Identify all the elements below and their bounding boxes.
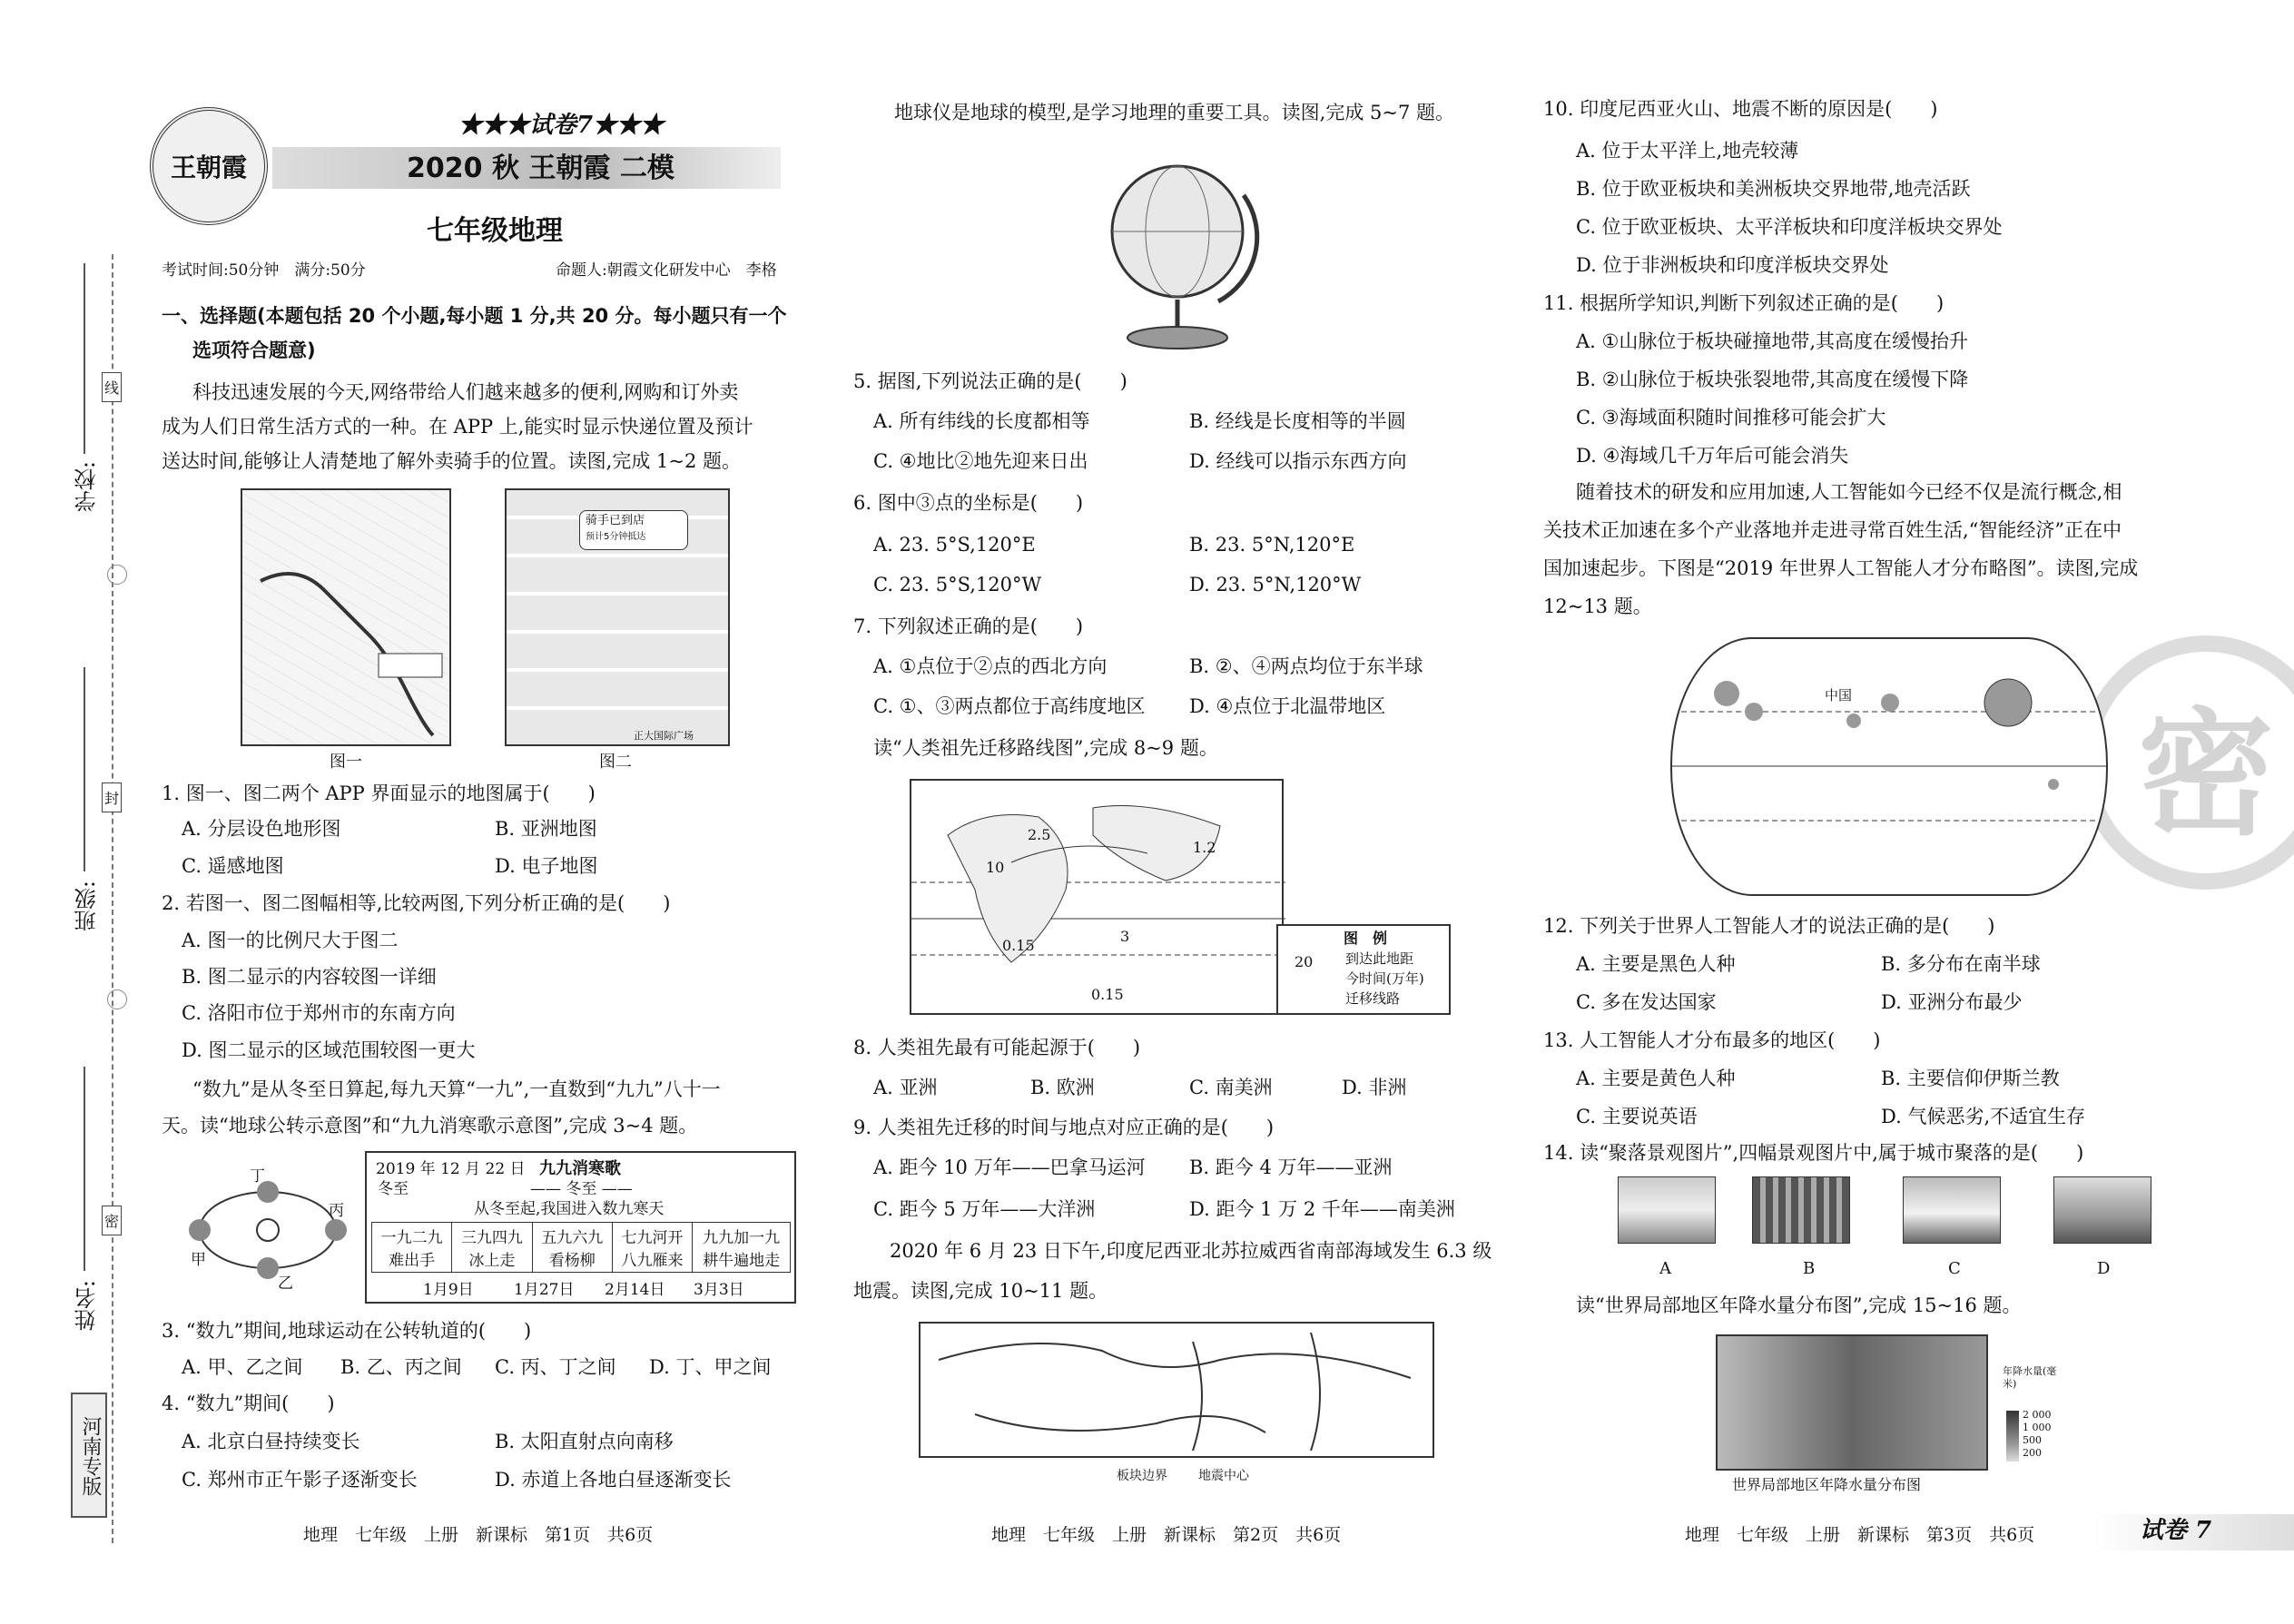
q7-option-d[interactable]: D. ④点位于北温带地区	[1189, 695, 1386, 717]
region-badge: 河南专版	[71, 1393, 107, 1518]
rain-legend-item: 200	[2023, 1447, 2042, 1459]
settlement-photo-a	[1618, 1176, 1716, 1244]
plate-map	[919, 1322, 1434, 1458]
footer-badge	[2092, 1514, 2294, 1550]
q13-option-b[interactable]: B. 主要信仰伊斯兰教	[1881, 1068, 2060, 1089]
q11-option-b[interactable]: B. ②山脉位于板块张裂地带,其高度在缓慢下降	[1576, 369, 1969, 390]
settlement-photo-b	[1752, 1176, 1850, 1244]
migration-legend	[1276, 924, 1451, 1015]
orbit-label-bing: 丙	[329, 1202, 344, 1220]
q12-option-d[interactable]: D. 亚洲分布最少	[1881, 991, 2023, 1013]
rainfall-map	[1716, 1334, 1988, 1471]
song-table	[371, 1222, 791, 1273]
q10-option-d[interactable]: D. 位于非洲板块和印度洋板块交界处	[1576, 254, 1889, 276]
song-date-4: 3月3日	[694, 1281, 744, 1299]
song-cell: 七九河开	[621, 1229, 684, 1247]
q12-option-c[interactable]: C. 多在发达国家	[1576, 991, 1717, 1013]
map-label: 2.5	[1028, 826, 1051, 843]
q5-option-a[interactable]: A. 所有纬线的长度都相等	[873, 410, 1090, 432]
q10-option-c[interactable]: C. 位于欧亚板块、太平洋板块和印度洋板块交界处	[1576, 216, 2003, 238]
rider-status-popup	[579, 510, 688, 550]
seal-dense-mark: 密	[102, 1206, 122, 1235]
q9-option-a[interactable]: A. 距今 10 万年——巴拿马运河	[873, 1156, 1146, 1178]
passage-line: 科技迅速发展的今天,网络带给人们越来越多的便利,网购和订外卖	[192, 381, 739, 403]
rainfall-caption: 世界局部地区年降水量分布图	[1732, 1476, 1922, 1493]
q10-option-b[interactable]: B. 位于欧亚板块和美洲板块交界地带,地壳活跃	[1576, 178, 1971, 200]
class-field[interactable]	[84, 667, 85, 871]
globe-figure	[1100, 145, 1264, 354]
passage-line: 12~13 题。	[1543, 595, 1652, 617]
figure-1-map	[241, 488, 451, 746]
section-heading-cont: 选项符合题意)	[192, 340, 316, 361]
name-field[interactable]	[84, 1067, 85, 1271]
question-11: 11. 根据所学知识,判断下列叙述正确的是( )	[1543, 292, 1944, 314]
binding-line	[112, 254, 113, 1543]
legend-text: 今时间(万年)	[1345, 970, 1424, 987]
photo-label-d: D	[2097, 1259, 2111, 1278]
question-13: 13. 人工智能人才分布最多的地区( )	[1543, 1029, 1881, 1051]
q6-option-a[interactable]: A. 23. 5°S,120°E	[873, 534, 1036, 556]
plate-legend-boundary: 板块边界	[1117, 1469, 1167, 1483]
song-cell: 耕牛遍地走	[703, 1252, 781, 1270]
seal-seal-mark: 封	[102, 782, 122, 812]
photo-label-b: B	[1803, 1259, 1816, 1278]
question-1: 1. 图一、图二两个 APP 界面显示的地图属于( )	[162, 782, 596, 804]
q12-option-b[interactable]: B. 多分布在南半球	[1881, 953, 2041, 975]
rain-legend-item: 500	[2023, 1434, 2042, 1446]
passage-line: 地球仪是地球的模型,是学习地理的重要工具。读图,完成 5~7 题。	[894, 102, 1455, 123]
school-label: 学校:	[74, 461, 100, 513]
brand-logo	[150, 107, 268, 225]
q5-option-c[interactable]: C. ④地比②地先迎来日出	[873, 450, 1088, 472]
figure-1-caption: 图一	[330, 753, 362, 772]
passage-line: 天。读“地球公转示意图”和“九九消寒歌示意图”,完成 3~4 题。	[162, 1115, 698, 1137]
class-label: 班级:	[74, 881, 100, 932]
q8-option-d[interactable]: D. 非洲	[1342, 1077, 1407, 1098]
q8-option-a[interactable]: A. 亚洲	[873, 1077, 938, 1098]
q5-option-b[interactable]: B. 经线是长度相等的半圆	[1189, 410, 1406, 432]
nine-nines-chart	[365, 1151, 796, 1304]
song-cell: 看杨柳	[548, 1252, 596, 1270]
watermark-text: 密	[2137, 694, 2274, 854]
rain-legend-item: 2 000	[2023, 1409, 2052, 1421]
song-cell: 九九加一九	[703, 1229, 781, 1247]
route-path	[242, 490, 453, 748]
legend-text: 迁移线路	[1345, 990, 1401, 1007]
plate-legend-quake: 地震中心	[1198, 1469, 1249, 1483]
q8-option-c[interactable]: C. 南美洲	[1189, 1077, 1273, 1098]
passage-line: 读“世界局部地区年降水量分布图”,完成 15~16 题。	[1576, 1294, 2022, 1316]
q7-option-b[interactable]: B. ②、④两点均位于东半球	[1189, 655, 1423, 677]
question-9: 9. 人类祖先迁移的时间与地点对应正确的是( )	[853, 1117, 1275, 1138]
logo-text: 王朝霞	[170, 153, 247, 182]
q11-option-a[interactable]: A. ①山脉位于板块碰撞地带,其高度在缓慢抬升	[1576, 330, 1969, 352]
song-cell: 难出手	[389, 1252, 436, 1270]
binding-hole-icon	[107, 989, 127, 1009]
map-label: 0.15	[1091, 986, 1124, 1003]
passage-line: 送达时间,能够让人清楚地了解外卖骑手的位置。读图,完成 1~2 题。	[162, 450, 742, 472]
q6-option-c[interactable]: C. 23. 5°S,120°W	[873, 574, 1042, 595]
q11-option-d[interactable]: D. ④海域几千万年后可能会消失	[1576, 445, 1849, 467]
q3-option-a[interactable]: A. 甲、乙之间	[182, 1356, 303, 1378]
q6-option-b[interactable]: B. 23. 5°N,120°E	[1189, 534, 1355, 556]
legend-number: 20	[1295, 953, 1314, 970]
q1-option-c[interactable]: C. 遥感地图	[182, 855, 284, 877]
passage-line: 成为人们日常生活方式的一种。在 APP 上,能实时显示快递位置及预计	[162, 416, 753, 438]
question-5: 5. 据图,下列说法正确的是( )	[853, 370, 1127, 392]
q2-option-c[interactable]: C. 洛阳市位于郑州市的东南方向	[182, 1002, 456, 1024]
q4-option-b[interactable]: B. 太阳直射点向南移	[495, 1431, 674, 1452]
photo-label-c: C	[1948, 1259, 1961, 1278]
migration-map	[910, 779, 1284, 1015]
song-subtitle: —— 冬至 ——	[530, 1180, 633, 1198]
question-14: 14. 读“聚落景观图片”,四幅景观图片中,属于城市聚落的是( )	[1543, 1142, 2084, 1164]
passage-line: 随着技术的研发和应用加速,人工智能如今已经不仅是流行概念,相	[1576, 481, 2122, 503]
passage-line: 国加速起步。下图是“2019 年世界人工智能人才分布略图”。读图,完成	[1543, 557, 2139, 579]
song-cell: 三九四九	[460, 1229, 523, 1247]
passage-line: 关技术正加速在多个产业落地并走进寻常百姓生活,“智能经济”正在中	[1543, 519, 2122, 541]
song-cell: 八九雁来	[621, 1252, 684, 1270]
q9-option-b[interactable]: B. 距今 4 万年——亚洲	[1189, 1156, 1393, 1178]
q7-option-a[interactable]: A. ①点位于②点的西北方向	[873, 655, 1108, 677]
orbit-label-ding: 丁	[250, 1167, 265, 1186]
name-label: 姓名:	[74, 1280, 100, 1332]
map-label: 1.2	[1193, 839, 1216, 856]
passage-line: 读“人类祖先迁移路线图”,完成 8~9 题。	[873, 737, 1218, 759]
section-heading: 一、选择题(本题包括 20 个小题,每小题 1 分,共 20 分。每小题只有一个	[162, 305, 787, 327]
settlement-photo-d	[2053, 1176, 2151, 1244]
watermark-seal	[2079, 635, 2294, 890]
footer-badge-text: 试卷 7	[2140, 1517, 2212, 1544]
question-6: 6. 图中③点的坐标是( )	[853, 492, 1084, 514]
settlement-photo-c	[1903, 1176, 2001, 1244]
road-label: 正大国际广场	[634, 730, 694, 742]
song-cell: 冰上走	[468, 1252, 516, 1270]
exam-meta-left: 考试时间:50分钟 满分:50分	[162, 261, 366, 280]
song-date-2: 1月27日	[514, 1281, 575, 1299]
q4-option-d[interactable]: D. 赤道上各地白昼逐渐变长	[495, 1469, 732, 1491]
q10-option-a[interactable]: A. 位于太平洋上,地壳较薄	[1576, 140, 1799, 162]
orbit-diagram	[182, 1167, 354, 1293]
song-cell: 一九二九	[380, 1229, 443, 1247]
q3-option-d[interactable]: D. 丁、甲之间	[649, 1356, 772, 1378]
orbit-label-yi: 乙	[278, 1275, 293, 1293]
question-12: 12. 下列关于世界人工智能人才的说法正确的是( )	[1543, 915, 1995, 937]
question-8: 8. 人类祖先最有可能起源于( )	[853, 1037, 1141, 1058]
seal-line-mark: 线	[102, 372, 122, 402]
subject-title: 七年级地理	[427, 215, 563, 247]
rider-eta: 预计5分钟抵达	[586, 532, 646, 542]
exam-title: 2020 秋 王朝霞 二模	[407, 153, 674, 184]
china-label: 中国	[1825, 687, 1853, 704]
q5-option-d[interactable]: D. 经线可以指示东西方向	[1189, 450, 1407, 472]
question-4: 4. “数九”期间( )	[162, 1393, 335, 1414]
rain-legend-item: 1 000	[2023, 1422, 2052, 1433]
q9-option-c[interactable]: C. 距今 5 万年——大洋洲	[873, 1198, 1096, 1220]
paper-number: ★★★试卷7★★★	[458, 112, 665, 139]
rain-legend-title: 年降水量(毫米)	[2003, 1365, 2057, 1390]
q9-option-d[interactable]: D. 距今 1 万 2 千年——南美洲	[1189, 1198, 1455, 1220]
figure-2-caption: 图二	[599, 753, 632, 772]
question-10: 10. 印度尼西亚火山、地震不断的原因是( )	[1543, 98, 1938, 120]
legend-title: 图 例	[1344, 930, 1388, 947]
map-label: 3	[1120, 928, 1130, 945]
passage-line: 2020 年 6 月 23 日下午,印度尼西亚北苏拉威西省南部海域发生 6.3 级	[890, 1240, 1492, 1262]
q1-option-b[interactable]: B. 亚洲地图	[495, 818, 597, 840]
q2-option-a[interactable]: A. 图一的比例尺大于图二	[182, 930, 399, 951]
rider-status: 骑手已到店	[586, 514, 645, 527]
school-field[interactable]	[84, 263, 85, 454]
passage-line: “数九”是从冬至日算起,每九天算“一九”,一直数到“九九”八十一	[192, 1078, 721, 1100]
binding-hole-icon	[107, 565, 127, 585]
song-date-3: 2月14日	[605, 1281, 665, 1299]
passage-line: 地震。读图,完成 10~11 题。	[853, 1280, 1108, 1302]
q6-option-d[interactable]: D. 23. 5°N,120°W	[1189, 574, 1362, 595]
q13-option-d[interactable]: D. 气候恶劣,不适宜生存	[1881, 1106, 2086, 1127]
figure-2-map	[505, 488, 730, 746]
rainfall-legend	[2003, 1367, 2059, 1467]
q12-option-a[interactable]: A. 主要是黑色人种	[1576, 953, 1736, 975]
q8-option-b[interactable]: B. 欧洲	[1030, 1077, 1095, 1098]
q7-option-c[interactable]: C. ①、③两点都位于高纬度地区	[873, 695, 1146, 717]
question-7: 7. 下列叙述正确的是( )	[853, 615, 1084, 637]
song-line: 从冬至起,我国进入数九寒天	[474, 1200, 665, 1218]
q13-option-a[interactable]: A. 主要是黄色人种	[1576, 1068, 1736, 1089]
legend-text: 到达此地距	[1345, 950, 1414, 967]
song-cell: 五九六九	[541, 1229, 604, 1247]
q11-option-c[interactable]: C. ③海域面积随时间推移可能会扩大	[1576, 407, 1886, 428]
q3-option-c[interactable]: C. 丙、丁之间	[495, 1356, 616, 1378]
map-label: 0.15	[1002, 937, 1035, 954]
photo-label-a: A	[1659, 1259, 1671, 1278]
map-label: 10	[986, 859, 1005, 876]
orbit-label-jia: 甲	[191, 1251, 206, 1269]
q1-option-a[interactable]: A. 分层设色地形图	[182, 818, 341, 840]
page-footer-1: 地理 七年级 上册 新课标 第1页 共6页	[303, 1525, 654, 1545]
page-footer-3: 地理 七年级 上册 新课标 第3页 共6页	[1685, 1525, 2035, 1545]
song-solstice: 冬至	[378, 1180, 409, 1198]
q2-option-d[interactable]: D. 图二显示的区域范围较图一更大	[182, 1039, 476, 1061]
q3-option-b[interactable]: B. 乙、丙之间	[340, 1356, 462, 1378]
q2-option-b[interactable]: B. 图二显示的内容较图一详细	[182, 966, 437, 988]
q1-option-d[interactable]: D. 电子地图	[495, 855, 598, 877]
song-date-1: 1月9日	[423, 1281, 474, 1299]
question-3: 3. “数九”期间,地球运动在公转轨道的( )	[162, 1320, 532, 1342]
song-date: 2019 年 12 月 22 日	[376, 1160, 526, 1178]
rain-legend-swatch	[2006, 1411, 2019, 1462]
q4-option-a[interactable]: A. 北京白昼持续变长	[182, 1431, 360, 1452]
q13-option-c[interactable]: C. 主要说英语	[1576, 1106, 1698, 1127]
exam-meta-right: 命题人:朝霞文化研发中心 李格	[556, 261, 777, 280]
q4-option-c[interactable]: C. 郑州市正午影子逐渐变长	[182, 1469, 418, 1491]
question-2: 2. 若图一、图二图幅相等,比较两图,下列分析正确的是( )	[162, 892, 671, 914]
page-footer-2: 地理 七年级 上册 新课标 第2页 共6页	[991, 1525, 1342, 1545]
ai-talent-map	[1670, 637, 2108, 896]
song-title: 九九消寒歌	[539, 1159, 621, 1178]
